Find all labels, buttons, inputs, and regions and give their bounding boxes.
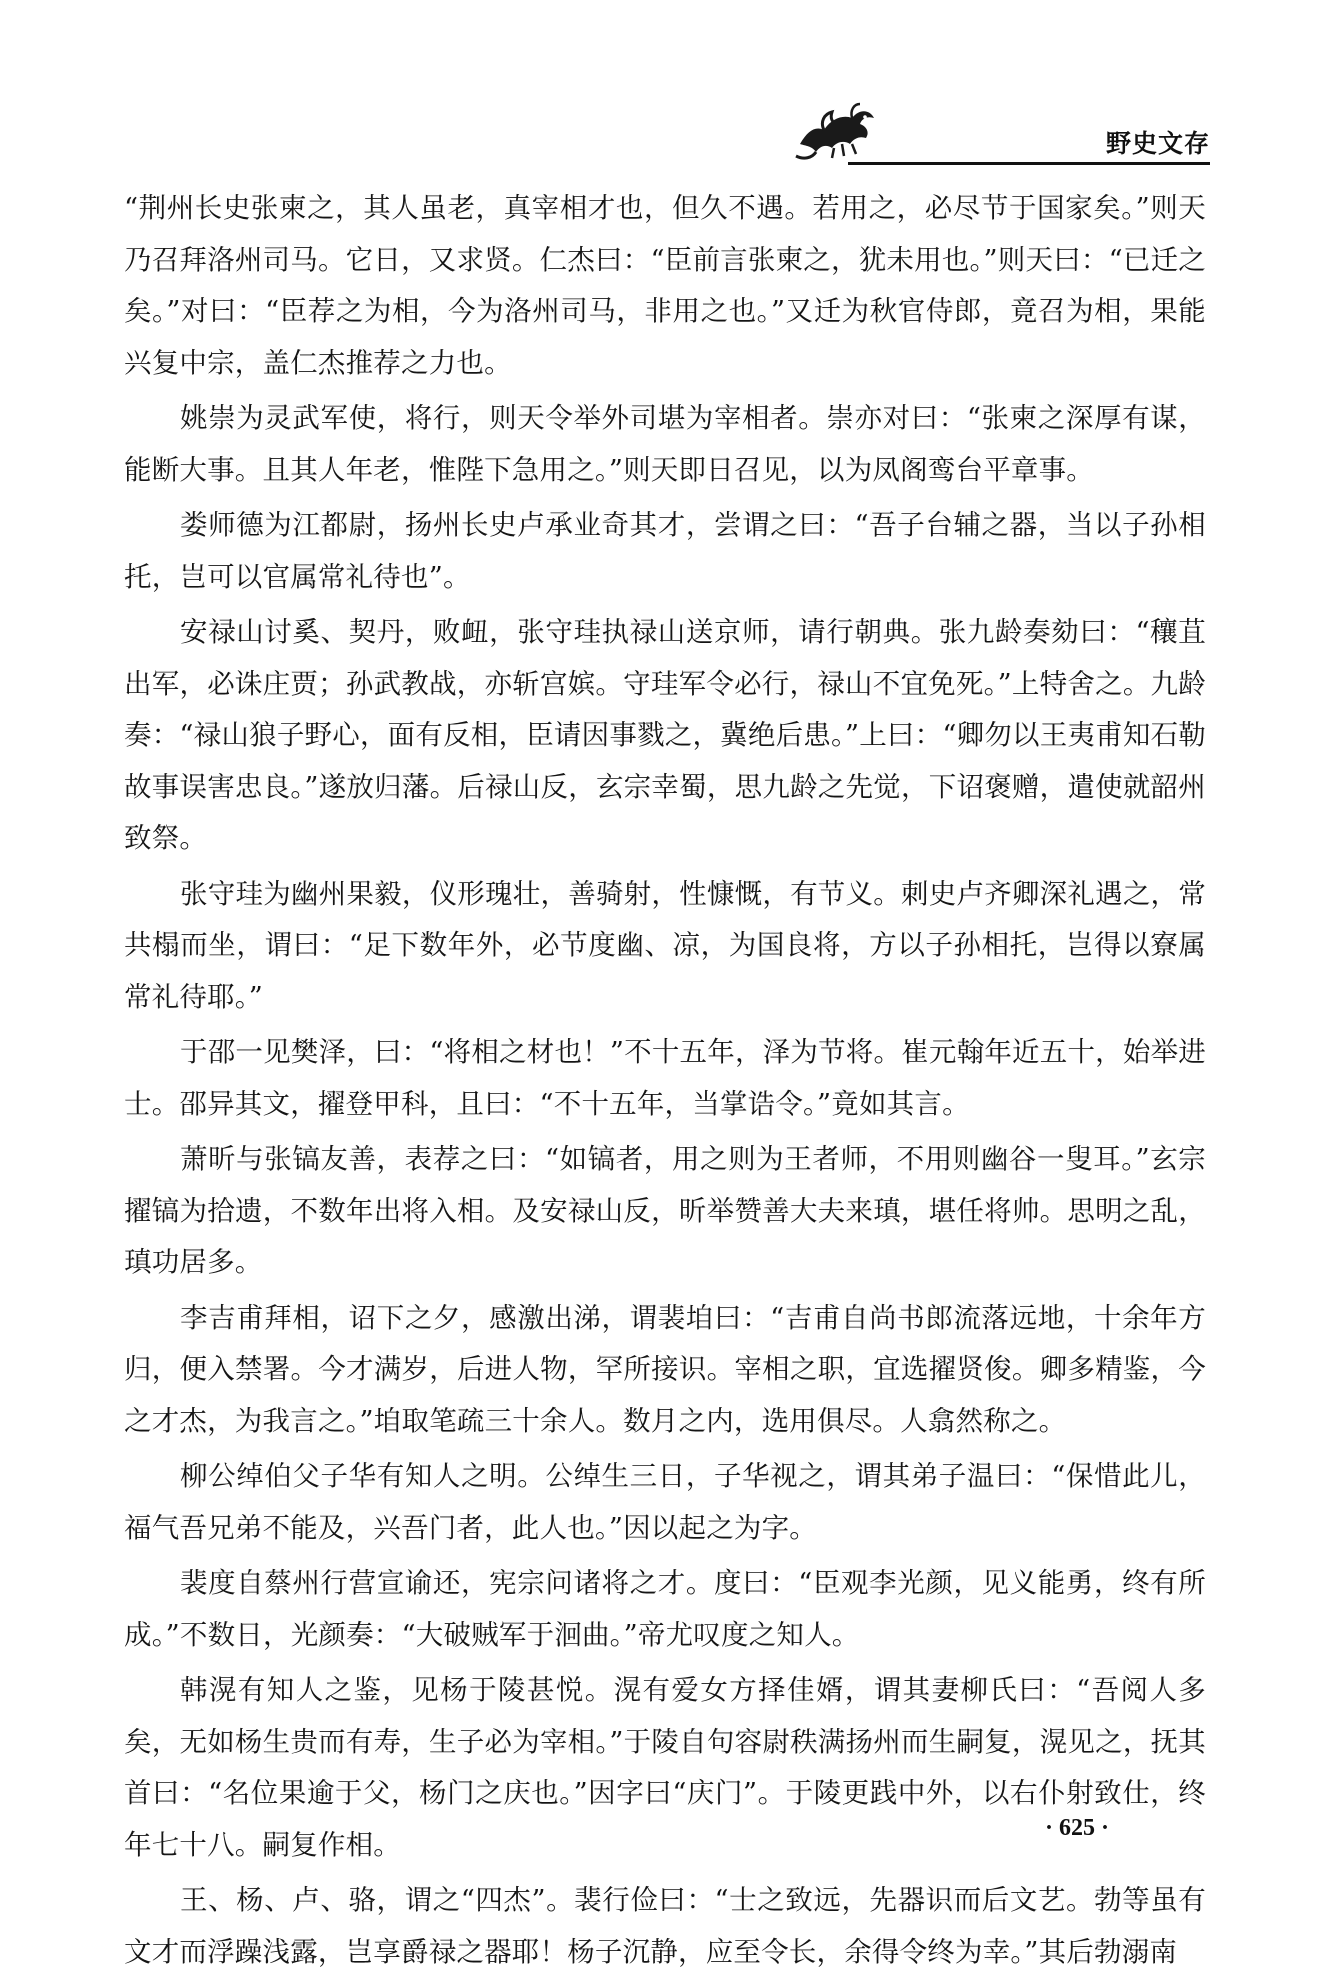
page-number: · 625 · xyxy=(1045,1815,1110,1841)
paragraph: 于邵一见樊泽，曰：“将相之材也！”不十五年，泽为节将。崔元翰年近五十，始举进士。邵异其文，擢登甲科，且曰：“不十五年，当掌诰令。”竟如其言。 xyxy=(124,1036,1206,1120)
paragraph: 萧昕与张镐友善，表荐之曰：“如镐者，用之则为王者师，不用则幽谷一叟耳。”玄宗擢镐为拾遗，不数年出将入相。及安禄山反，昕举赞善大夫来瑱，堪任将帅。思明之乱，瑱功居多。 xyxy=(124,1143,1206,1278)
paragraph: 王、杨、卢、骆，谓之“四杰”。裴行俭曰：“士之致远，先器识而后文艺。勃等虽有文才而浮躁浅露，岂享爵禄之器耶！杨子沉静，应至令长，余得令终为幸。”其后勃溺南 xyxy=(124,1884,1206,1968)
body-text xyxy=(124,183,1206,1982)
paragraph: 娄师德为江都尉，扬州长史卢承业奇其才，尝谓之曰：“吾子台辅之器，当以子孙相托，岂可以官属常礼待也”。 xyxy=(124,509,1206,593)
header-rule xyxy=(848,162,1210,165)
paragraph: 张守珪为幽州果毅，仪形瑰壮，善骑射，性慷慨，有节义。刺史卢齐卿深礼遇之，常共榻而坐，谓曰：“足下数年外，必节度幽、凉，为国良将，方以子孙相托，岂得以寮属常礼待耶。” xyxy=(124,877,1206,1013)
paragraph: “荆州长史张柬之，其人虽老，真宰相才也，但久不遇。若用之，必尽节于国家矣。”则天乃召拜洛州司马。它日，又求贤。仁杰曰：“臣前言张柬之，犹未用也。”则天曰：“已迁之矣。”对曰：“臣荐之为相，今为洛州司马，非用之也。”又迁为秋官侍郎，竟召为相，果能兴复中宗，盖仁杰推荐之力也。 xyxy=(124,192,1206,379)
paragraph: 韩滉有知人之鉴，见杨于陵甚悦。滉有爱女方择佳婿，谓其妻柳氏曰：“吾阅人多矣，无如杨生贵而有寿，生子必为宰相。”于陵自句容尉秩满扬州而生嗣复，滉见之，抚其首曰：“名位果逾于父，杨门之庆也。”因字曰“庆门”。于陵更践中外，以右仆射致仕，终年七十八。嗣复作相。 xyxy=(124,1674,1206,1861)
paragraph: 李吉甫拜相，诏下之夕，感激出涕，谓裴垍曰：“吉甫自尚书郎流落远地，十余年方归，便入禁署。今才满岁，后进人物，罕所接识。宰相之职，宜选擢贤俊。卿多精鉴，今之才杰，为我言之。”垍取笔疏三十余人。数月之内，选用俱尽。人翕然称之。 xyxy=(124,1301,1206,1437)
dragon-logo-icon xyxy=(790,100,882,162)
book-title: 野史文存 xyxy=(1105,129,1210,158)
paragraph: 柳公绰伯父子华有知人之明。公绰生三日，子华视之，谓其弟子温曰：“保惜此儿，福气吾兄弟不能及，兴吾门者，此人也。”因以起之为字。 xyxy=(124,1460,1206,1544)
paragraph: 安禄山讨奚、契丹，败衄，张守珪执禄山送京师，请行朝典。张九龄奏劾曰：“穰苴出军，必诛庄贾；孙武教战，亦斩宫嫔。守珪军令必行，禄山不宜免死。”上特舍之。九龄奏：“禄山狼子野心，面有反相，臣请因事戮之，冀绝后患。”上曰：“卿勿以王夷甫知石勒故事误害忠良。”遂放归藩。后禄山反，玄宗幸蜀，思九龄之先觉，下诏褒赠，遣使就韶州致祭。 xyxy=(124,616,1206,854)
page-header xyxy=(790,100,1210,170)
paragraph: 姚崇为灵武军使，将行，则天令举外司堪为宰相者。崇亦对曰：“张柬之深厚有谋，能断大事。且其人年老，惟陛下急用之。”则天即日召见，以为凤阁鸾台平章事。 xyxy=(124,402,1206,486)
paragraph: 裴度自蔡州行营宣谕还，宪宗问诸将之才。度曰：“臣观李光颜，见义能勇，终有所成。”不数日，光颜奏：“大破贼军于洄曲。”帝尤叹度之知人。 xyxy=(124,1567,1206,1651)
